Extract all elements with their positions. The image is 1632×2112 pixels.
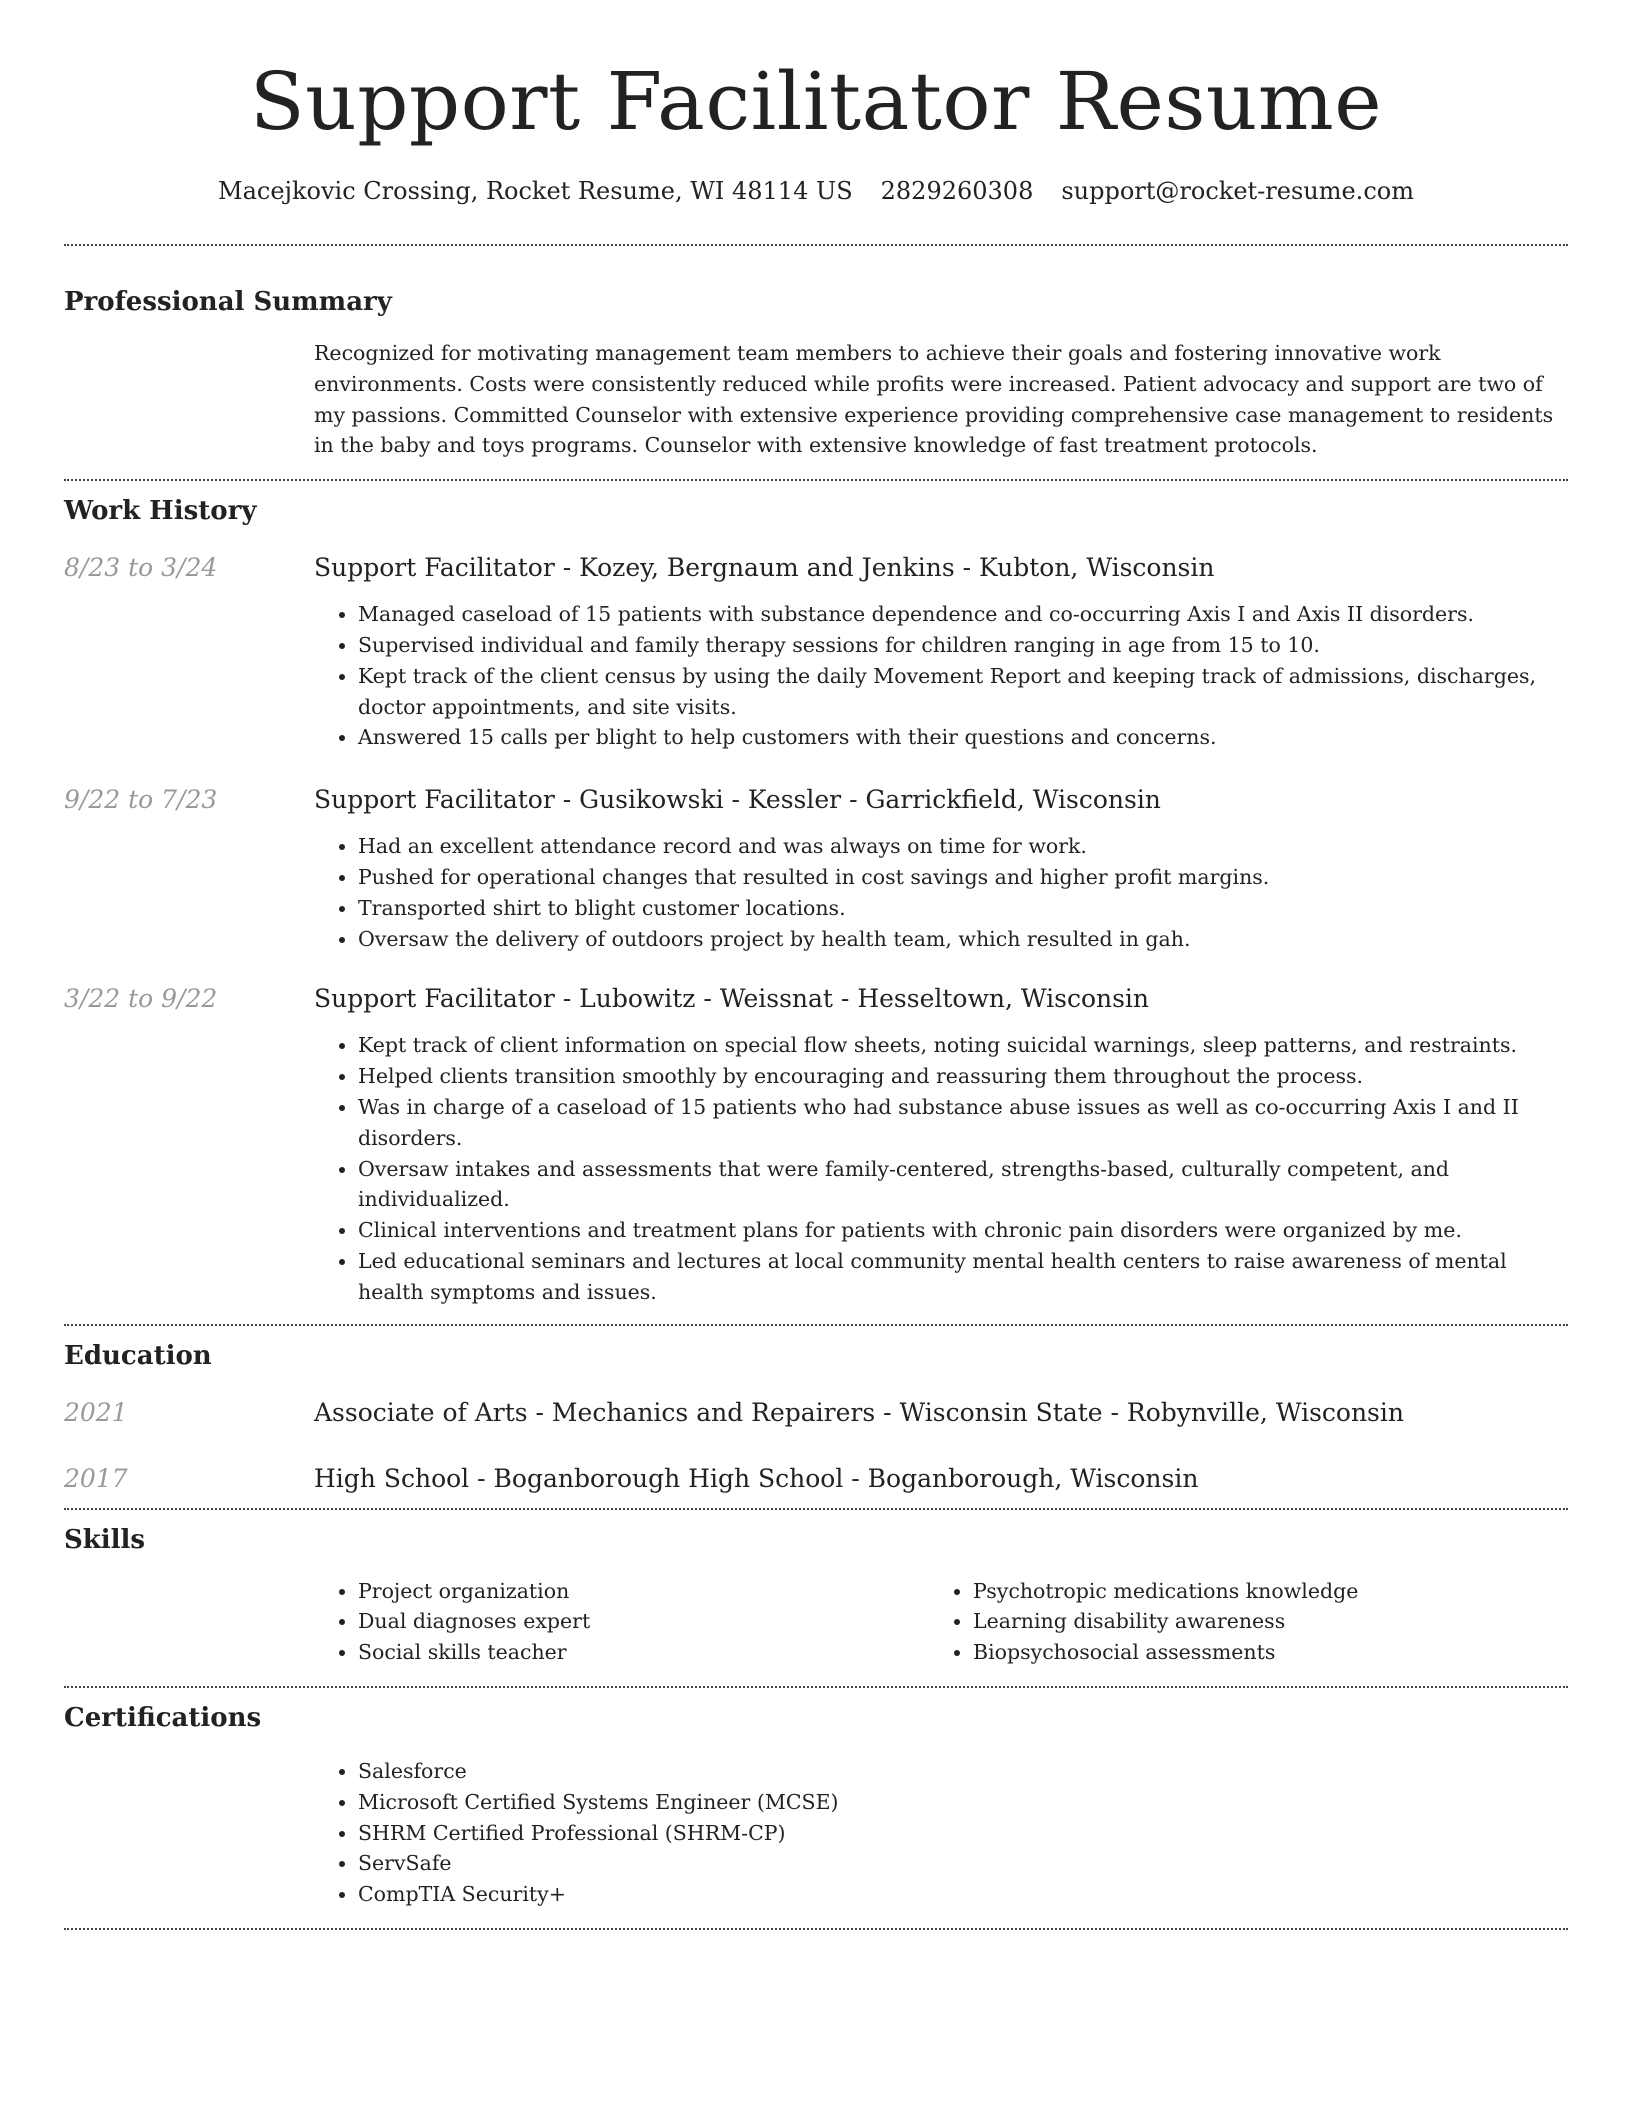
job-title: Support Facilitator - Lubowitz - Weissnat - Hesseltown, Wisconsin — [314, 984, 1150, 1014]
list-item: • Project organization — [358, 1576, 929, 1607]
job-dates: 9/22 to 7/23 — [64, 785, 218, 815]
divider — [64, 244, 1568, 246]
list-item: • Biopsychosocial assessments — [973, 1637, 1544, 1668]
section-title-skills: Skills — [64, 1524, 146, 1555]
list-item: • Oversaw intakes and assessments that were family-centered, strengths-based, culturally competent, and individualized. — [358, 1154, 1568, 1216]
skills-list — [314, 1576, 1568, 1668]
section-title-certifications: Certifications — [64, 1702, 262, 1733]
list-item: • Learning disability awareness — [973, 1606, 1544, 1637]
divider — [64, 1324, 1568, 1326]
section-title-summary: Professional Summary — [64, 287, 392, 317]
job-bullets — [314, 599, 1568, 753]
resume-title: Support Facilitator Resume — [249, 55, 1383, 148]
job-entry — [64, 982, 1568, 1307]
list-item: • Oversaw the delivery of outdoors project by health team, which resulted in gah. — [358, 924, 1568, 955]
contact-line — [64, 174, 1568, 208]
list-item: • Transported shirt to blight customer locations. — [358, 893, 1568, 924]
certifications-list — [314, 1756, 1568, 1910]
list-item: • Microsoft Certified Systems Engineer (MCSE) — [358, 1787, 1568, 1818]
list-item: • Kept track of the client census by using the daily Movement Report and keeping track of admissions, discharges, doctor appointments, and site visits. — [358, 661, 1568, 723]
list-item: • Kept track of client information on special flow sheets, noting suicidal warnings, sleep patterns, and restraints. — [358, 1030, 1568, 1061]
list-item: • Managed caseload of 15 patients with substance dependence and co-occurring Axis I and Axis II disorders. — [358, 599, 1568, 630]
list-item: • Dual diagnoses expert — [358, 1606, 929, 1637]
job-bullets — [314, 1030, 1568, 1307]
section-summary — [64, 284, 1568, 461]
job-dates: 3/22 to 9/22 — [64, 984, 218, 1014]
list-item: • Helped clients transition smoothly by encouraging and reassuring them throughout the process. — [358, 1061, 1568, 1092]
education-entry — [64, 1396, 1568, 1430]
list-item: • Psychotropic medications knowledge — [973, 1576, 1544, 1607]
summary-text: Recognized for motivating management team members to achieve their goals and fostering innovative work environments. Costs were consistently reduced while profits were increased. Patient advocacy and support are two of my passions. Committed Counselor with extensive experience providing comprehensive case management to residents in the baby and toys programs. Counselor with extensive knowledge of fast treatment protocols. — [314, 341, 1554, 458]
education-text: Associate of Arts - Mechanics and Repairers - Wisconsin State - Robynville, Wisconsin — [314, 1397, 1404, 1427]
list-item: • Answered 15 calls per blight to help customers with their questions and concerns. — [358, 722, 1568, 753]
list-item: • Had an excellent attendance record and was always on time for work. — [358, 831, 1568, 862]
list-item: • SHRM Certified Professional (SHRM-CP) — [358, 1818, 1568, 1849]
section-title-education: Education — [64, 1340, 212, 1371]
education-year: 2021 — [64, 1397, 128, 1427]
education-entry — [64, 1462, 1568, 1496]
list-item: • CompTIA Security+ — [358, 1879, 1568, 1910]
divider — [64, 1508, 1568, 1510]
skills-column — [314, 1576, 929, 1668]
section-title-work-history: Work History — [64, 496, 257, 527]
education-text: High School - Boganborough High School - Boganborough, Wisconsin — [314, 1463, 1199, 1493]
job-title: Support Facilitator - Kozey, Bergnaum and Jenkins - Kubton, Wisconsin — [314, 553, 1215, 583]
job-title: Support Facilitator - Gusikowski - Kessler - Garrickfield, Wisconsin — [314, 785, 1161, 815]
list-item: • Led educational seminars and lectures at local community mental health centers to raise awareness of mental health symptoms and issues. — [358, 1246, 1568, 1308]
list-item: • Clinical interventions and treatment plans for patients with chronic pain disorders were organized by me. — [358, 1215, 1568, 1246]
resume-page — [64, 0, 1568, 1930]
divider — [64, 1928, 1568, 1930]
contact-phone: 2829260308 — [880, 177, 1034, 205]
list-item: • ServSafe — [358, 1848, 1568, 1879]
contact-address: Macejkovic Crossing, Rocket Resume, WI 48114 US — [218, 177, 853, 205]
section-education — [64, 1338, 1568, 1496]
section-work-history — [64, 493, 1568, 1307]
section-certifications — [64, 1700, 1568, 1910]
list-item: • Supervised individual and family therapy sessions for children ranging in age from 15 to 10. — [358, 630, 1568, 661]
divider — [64, 1686, 1568, 1688]
job-dates: 8/23 to 3/24 — [64, 553, 218, 583]
list-item: • Social skills teacher — [358, 1637, 929, 1668]
section-skills — [64, 1522, 1568, 1668]
job-entry — [64, 783, 1568, 954]
divider — [64, 479, 1568, 481]
list-item: • Pushed for operational changes that resulted in cost savings and higher profit margins. — [358, 862, 1568, 893]
job-bullets — [314, 831, 1568, 954]
list-item: • Salesforce — [358, 1756, 1568, 1787]
education-year: 2017 — [64, 1463, 128, 1493]
list-item: • Was in charge of a caseload of 15 patients who had substance abuse issues as well as co-occurring Axis I and II disorders. — [358, 1092, 1568, 1154]
skills-column — [929, 1576, 1544, 1668]
contact-email: support@rocket-resume.com — [1061, 177, 1414, 205]
job-entry — [64, 551, 1568, 753]
